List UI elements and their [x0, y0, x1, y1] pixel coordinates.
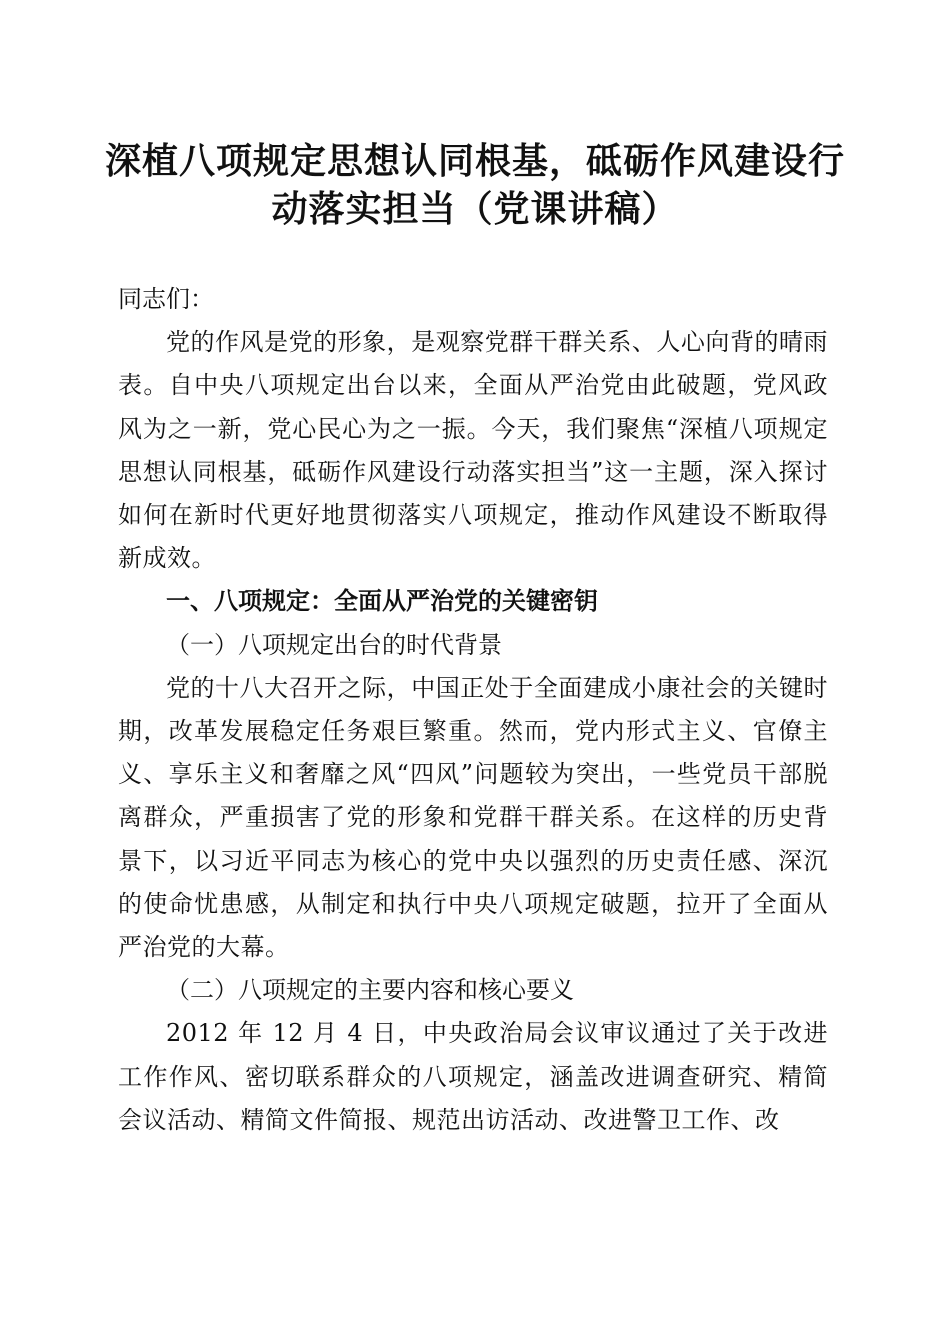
- document-title-line-2: 动落实担当（党课讲稿）: [271, 188, 679, 230]
- subsection-heading-1: （一）八项规定出台的时代背景: [166, 630, 502, 659]
- document-title-line-1: 深植八项规定思想认同根基，砥砺作风建设行: [104, 140, 845, 182]
- section-heading-1: 一、八项规定：全面从严治党的关键密钥: [166, 587, 598, 616]
- salutation: 同志们：: [118, 285, 214, 313]
- subsection-heading-2: （二）八项规定的主要内容和核心要义: [166, 976, 574, 1005]
- subsection-1-paragraph: 党的十八大召开之际，中国正处于全面建成小康社会的关键时期，改革发展稳定任务艰巨繁重。然而，党内形式主义、官僚主义、享乐主义和奢靡之风“四风”问题较为突出，一些党员干部脱离群众，严重损害了党的形象和党群干群关系。在这样的历史背景下，以习近平同志为核心的党中央以强烈的历史责任感、深沉的使命忧患感，从制定和执行中央八项规定破题，拉开了全面从严治党的大幕。: [118, 673, 828, 962]
- document-body: [118, 278, 828, 1142]
- intro-paragraph: 党的作风是党的形象，是观察党群干群关系、人心向背的晴雨表。自中央八项规定出台以来，全面从严治党由此破题，党风政风为之一新，党心民心为之一振。今天，我们聚焦“深植八项规定思想认同根基，砥砺作风建设行动落实担当”这一主题，深入探讨如何在新时代更好地贯彻落实八项规定，推动作风建设不断取得新成效。: [118, 328, 828, 573]
- subsection-2-paragraph: 2012 年 12 月 4 日，中央政治局会议审议通过了关于改进工作作风、密切联系群众的八项规定，涵盖改进调查研究、精简会议活动、精简文件简报、规范出访活动、改进警卫工作、改: [118, 1019, 828, 1134]
